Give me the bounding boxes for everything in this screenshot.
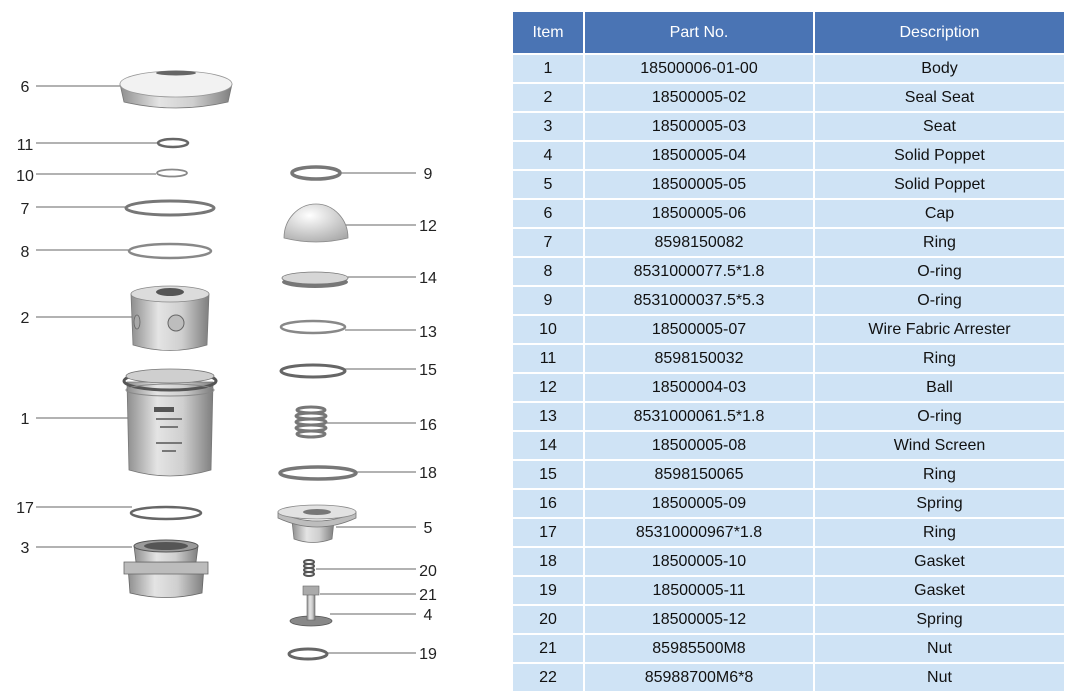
part-no-cell: 8531000077.5*1.8 [585, 256, 815, 285]
item-cell: 11 [513, 343, 585, 372]
callout-label: 3 [20, 540, 30, 557]
oring-9-part [292, 167, 340, 179]
ring-7-part [126, 201, 214, 215]
table-row [513, 82, 1064, 111]
callout-label: 1 [20, 411, 30, 428]
part-no-cell: 18500005-07 [585, 314, 815, 343]
item-cell: 20 [513, 604, 585, 633]
callout-label: 10 [16, 168, 34, 185]
description-cell: O-ring [815, 256, 1064, 285]
item-cell: 7 [513, 227, 585, 256]
table-row [513, 633, 1064, 662]
callout-label: 8 [20, 244, 30, 261]
part-no-cell: 18500005-12 [585, 604, 815, 633]
table-row [513, 169, 1064, 198]
callout-label: 2 [20, 310, 30, 327]
part-no-cell: 18500004-03 [585, 372, 815, 401]
body-part [124, 369, 216, 476]
description-cell: Ball [815, 372, 1064, 401]
part-no-cell: 8598150065 [585, 459, 815, 488]
table-row [513, 314, 1064, 343]
gasket-19-part [289, 649, 327, 659]
table-row [513, 517, 1064, 546]
seal-seat-part [131, 286, 209, 351]
item-cell: 10 [513, 314, 585, 343]
table-row [513, 198, 1064, 227]
callout-label: 11 [16, 137, 34, 154]
callout-label: 9 [423, 166, 433, 183]
item-cell: 14 [513, 430, 585, 459]
table-row [513, 459, 1064, 488]
item-cell: 2 [513, 82, 585, 111]
ring-15-part [281, 365, 345, 377]
description-cell: Gasket [815, 575, 1064, 604]
item-cell: 22 [513, 662, 585, 691]
item-cell: 4 [513, 140, 585, 169]
exploded-parts-diagram [0, 0, 510, 700]
spring-16-part [296, 407, 326, 437]
parts-list-table [513, 12, 1064, 691]
item-cell: 12 [513, 372, 585, 401]
part-no-cell: 18500005-06 [585, 198, 815, 227]
part-no-cell: 18500005-03 [585, 111, 815, 140]
callout-label: 15 [419, 362, 437, 379]
callout-label: 7 [20, 201, 30, 218]
part-no-cell: 85988700M6*8 [585, 662, 815, 691]
oring-13-part [281, 321, 345, 333]
oring-8-part [129, 244, 211, 258]
item-cell: 8 [513, 256, 585, 285]
part-no-cell: 18500005-02 [585, 82, 815, 111]
item-cell: 3 [513, 111, 585, 140]
wind-screen-part [282, 272, 348, 288]
ring-17-part [131, 507, 201, 519]
description-cell: Solid Poppet [815, 169, 1064, 198]
part-no-cell: 18500005-10 [585, 546, 815, 575]
item-cell: 6 [513, 198, 585, 227]
description-cell: Body [815, 53, 1064, 82]
part-no-cell: 18500005-11 [585, 575, 815, 604]
header-item: Item [513, 12, 585, 53]
description-cell: Cap [815, 198, 1064, 227]
item-cell: 13 [513, 401, 585, 430]
description-cell: Ring [815, 227, 1064, 256]
table-row [513, 662, 1064, 691]
description-cell: Solid Poppet [815, 140, 1064, 169]
description-cell: Spring [815, 604, 1064, 633]
table-row [513, 488, 1064, 517]
part-no-cell: 8531000061.5*1.8 [585, 401, 815, 430]
callout-labels [16, 79, 437, 663]
item-cell: 1 [513, 53, 585, 82]
table-row [513, 343, 1064, 372]
callout-label: 20 [419, 563, 437, 580]
part-no-cell: 8531000037.5*5.3 [585, 285, 815, 314]
callout-label: 5 [423, 520, 433, 537]
spring-20-part [304, 560, 314, 576]
table-row [513, 53, 1064, 82]
callout-label: 6 [20, 79, 30, 96]
description-cell: Spring [815, 488, 1064, 517]
description-cell: O-ring [815, 285, 1064, 314]
item-cell: 18 [513, 546, 585, 575]
item-cell: 21 [513, 633, 585, 662]
table-row [513, 401, 1064, 430]
callout-label: 13 [419, 324, 437, 341]
table-row [513, 285, 1064, 314]
ball-part [284, 204, 348, 242]
callout-label: 21 [419, 587, 437, 604]
description-cell: O-ring [815, 401, 1064, 430]
part-no-cell: 18500006-01-00 [585, 53, 815, 82]
table-row [513, 111, 1064, 140]
description-cell: Ring [815, 517, 1064, 546]
table-row [513, 575, 1064, 604]
description-cell: Wind Screen [815, 430, 1064, 459]
table-header-row [513, 12, 1064, 53]
part-no-cell: 18500005-08 [585, 430, 815, 459]
description-cell: Nut [815, 633, 1064, 662]
part-no-cell: 8598150032 [585, 343, 815, 372]
callout-label: 12 [419, 218, 437, 235]
description-cell: Gasket [815, 546, 1064, 575]
table-row [513, 604, 1064, 633]
arrester-10-part [157, 170, 187, 177]
callout-label: 18 [419, 465, 437, 482]
description-cell: Seal Seat [815, 82, 1064, 111]
table-row [513, 256, 1064, 285]
seat-part [124, 540, 208, 598]
item-cell: 9 [513, 285, 585, 314]
ring-11-part [158, 139, 188, 147]
part-no-cell: 18500005-04 [585, 140, 815, 169]
callout-label: 17 [16, 500, 34, 517]
part-no-cell: 18500005-05 [585, 169, 815, 198]
description-cell: Ring [815, 459, 1064, 488]
part-no-cell: 8598150082 [585, 227, 815, 256]
part-no-cell: 85310000967*1.8 [585, 517, 815, 546]
item-cell: 16 [513, 488, 585, 517]
callout-label: 19 [419, 646, 437, 663]
item-cell: 19 [513, 575, 585, 604]
description-cell: Ring [815, 343, 1064, 372]
description-cell: Wire Fabric Arrester [815, 314, 1064, 343]
description-cell: Nut [815, 662, 1064, 691]
item-cell: 15 [513, 459, 585, 488]
header-part-no: Part No. [585, 12, 815, 53]
leader-lines [36, 86, 416, 653]
item-cell: 17 [513, 517, 585, 546]
table-row [513, 546, 1064, 575]
callout-label: 4 [423, 607, 433, 624]
callout-label: 14 [419, 270, 437, 287]
header-description: Description [815, 12, 1064, 53]
item-cell: 5 [513, 169, 585, 198]
callout-label: 16 [419, 417, 437, 434]
table-row [513, 372, 1064, 401]
poppet-4-part [290, 586, 332, 626]
cap-part [120, 71, 232, 109]
gasket-18-part [280, 467, 356, 479]
table-row [513, 140, 1064, 169]
description-cell: Seat [815, 111, 1064, 140]
table-row [513, 227, 1064, 256]
table-row [513, 430, 1064, 459]
part-no-cell: 85985500M8 [585, 633, 815, 662]
poppet-5-part [278, 505, 356, 543]
part-no-cell: 18500005-09 [585, 488, 815, 517]
